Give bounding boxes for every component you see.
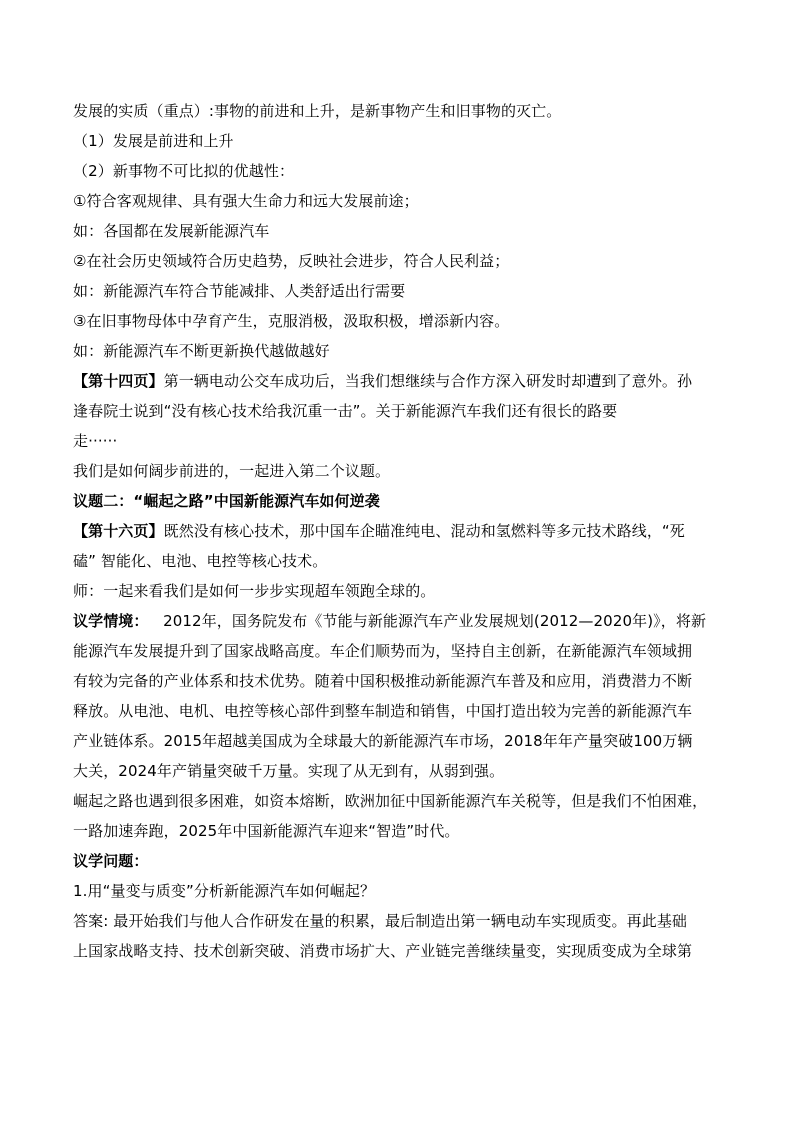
- question-1: 1.用“量变与质变”分析新能源汽车如何崛起？: [73, 882, 376, 900]
- scenario-line-7: 崛起之路也遇到很多困难，如资本熔断，欧洲加征中国新能源汽车关税等，但是我们不怕困难，: [73, 792, 708, 810]
- paragraph-line: 如：新能源汽车不断更新换代越做越好: [73, 342, 330, 360]
- scenario-line-8: 一路加速奔跑，2025年中国新能源汽车迎来“智造”时代。: [73, 822, 460, 840]
- scenario-line-5: 产业链体系。2015年超越美国成为全球最大的新能源汽车市场，2018年年产量突破100万辆: [73, 732, 693, 750]
- answer-line-1: 答案: 最开始我们与他人合作研发在量的积累，最后制造出第一辆电动车实现质变。再此基础: [73, 912, 688, 930]
- page14-line-2: 逢春院士说到“没有核心技术给我沉重一击”。关于新能源汽车我们还有很长的路要: [73, 402, 618, 420]
- page14-line-3: 走······: [73, 432, 118, 450]
- page16-text: 既然没有核心技术，那中国车企瞄准纯电、混动和氢燃料等多元技术路线，“死: [163, 522, 685, 540]
- page14-text: 第一辆电动公交车成功后，当我们想继续与合作方深入研发时却遭到了意外。孙: [163, 372, 693, 390]
- paragraph-line: （2）新事物不可比拟的优越性：: [73, 162, 295, 180]
- teacher-line: 师：一起来看我们是如何一步步实现超车领跑全球的。: [73, 582, 436, 600]
- page14-line-1: [73, 366, 721, 396]
- page16-tag: 【第十六页】: [73, 522, 164, 540]
- paragraph-line: ①符合客观规律、具有强大生命力和远大发展前途；: [73, 192, 419, 210]
- scenario-line-3: 有较为完备的产业体系和技术优势。随着中国积极推动新能源汽车普及和应用，消费潜力不断: [73, 672, 693, 690]
- page14-tag: 【第十四页】: [73, 372, 164, 390]
- page16-line-1: [73, 516, 721, 546]
- paragraph-line: 发展的实质（重点）:事物的前进和上升，是新事物产生和旧事物的灭亡。: [73, 102, 562, 120]
- paragraph-line: ②在社会历史领域符合历史趋势，反映社会进步，符合人民利益；: [73, 252, 510, 270]
- scenario-label: 议学情境：: [73, 612, 149, 630]
- paragraph-line: （1）发展是前进和上升: [73, 132, 234, 150]
- questions-label: 议学问题：: [73, 852, 149, 870]
- paragraph-line: 如：各国都在发展新能源汽车: [73, 222, 270, 240]
- scenario-line-1: [73, 606, 721, 636]
- scenario-line-6: 大关，2024年产销量突破千万量。实现了从无到有，从弱到强。: [73, 762, 505, 780]
- paragraph-line: ③在旧事物母体中孕育产生，克服消极，汲取积极，增添新内容。: [73, 312, 510, 330]
- page16-line-2: 磕” 智能化、电池、电控等核心技术。: [73, 552, 328, 570]
- document-body: [73, 96, 721, 966]
- scenario-text: 2012年，国务院发布《节能与新能源汽车产业发展规划(2012—2020年)》，将新: [163, 612, 707, 630]
- scenario-line-4: 释放。从电池、电机、电控等核心部件到整车制造和销售，中国打造出较为完善的新能源汽车: [73, 702, 693, 720]
- scenario-line-2: 能源汽车发展提升到了国家战略高度。车企们顺势而为，坚持自主创新，在新能源汽车领域拥: [73, 642, 693, 660]
- answer-line-2: 上国家战略支持、技术创新突破、消费市场扩大、产业链完善继续量变，实现质变成为全球第: [73, 942, 693, 960]
- transition-line: 我们是如何阔步前进的，一起进入第二个议题。: [73, 462, 391, 480]
- paragraph-line: 如：新能源汽车符合节能减排、人类舒适出行需要: [73, 282, 406, 300]
- topic2-title: 议题二：“崛起之路”中国新能源汽车如何逆袭: [73, 492, 380, 510]
